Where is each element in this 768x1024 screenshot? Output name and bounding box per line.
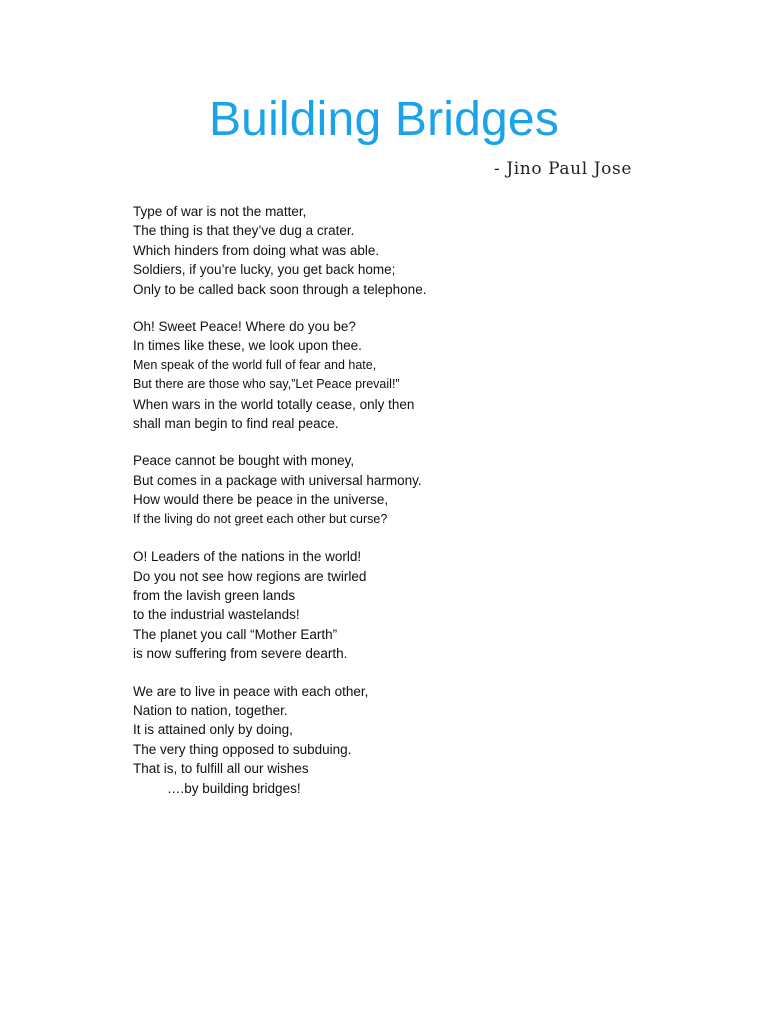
poem-line: Nation to nation, together. — [133, 702, 288, 718]
poem-body — [133, 202, 653, 816]
stanza-5 — [133, 682, 653, 798]
poem-line: But comes in a package with universal harmony. — [133, 472, 422, 488]
stanza-1 — [133, 202, 653, 299]
poem-line: The planet you call “Mother Earth” — [133, 626, 338, 642]
poem-line: In times like these, we look upon thee. — [133, 338, 362, 354]
poem-line: Peace cannot be bought with money, — [133, 453, 355, 469]
poem-author: - Jino Paul Jose — [493, 159, 632, 179]
poem-line: The thing is that they’ve dug a crater. — [133, 223, 355, 239]
stanza-3 — [133, 451, 653, 529]
poem-line: But there are those who say,”Let Peace prevail!” — [133, 377, 400, 392]
poem-line: Soldiers, if you’re lucky, you get back home; — [133, 262, 396, 278]
poem-line: That is, to fulfill all our wishes — [133, 761, 309, 777]
poem-line: Oh! Sweet Peace! Where do you be? — [133, 319, 356, 335]
stanza-4 — [133, 547, 653, 663]
poem-line: from the lavish green lands — [133, 587, 296, 603]
poem-line: Which hinders from doing what was able. — [133, 242, 380, 258]
poem-line: The very thing opposed to subduing. — [133, 741, 352, 757]
poem-line: It is attained only by doing, — [133, 722, 293, 738]
poem-line: How would there be peace in the universe, — [133, 492, 389, 508]
poem-line: When wars in the world totally cease, only then — [133, 396, 415, 412]
poem-line: We are to live in peace with each other, — [133, 683, 369, 699]
poem-line: O! Leaders of the nations in the world! — [133, 549, 362, 565]
poem-line: Only to be called back soon through a telephone. — [133, 281, 427, 297]
poem-line: shall man begin to find real peace. — [133, 416, 339, 432]
poem-line: Do you not see how regions are twirled — [133, 568, 367, 584]
poem-line: ….by building bridges! — [167, 780, 301, 796]
poem-line: to the industrial wastelands! — [133, 607, 300, 623]
poem-title: Building Bridges — [208, 93, 560, 146]
poem-line: If the living do not greet each other but curse? — [133, 511, 388, 526]
poem-line: is now suffering from severe dearth. — [133, 646, 348, 662]
poem-line: Men speak of the world full of fear and hate, — [133, 357, 377, 372]
stanza-2 — [133, 317, 653, 433]
poem-line: Type of war is not the matter, — [133, 204, 307, 219]
